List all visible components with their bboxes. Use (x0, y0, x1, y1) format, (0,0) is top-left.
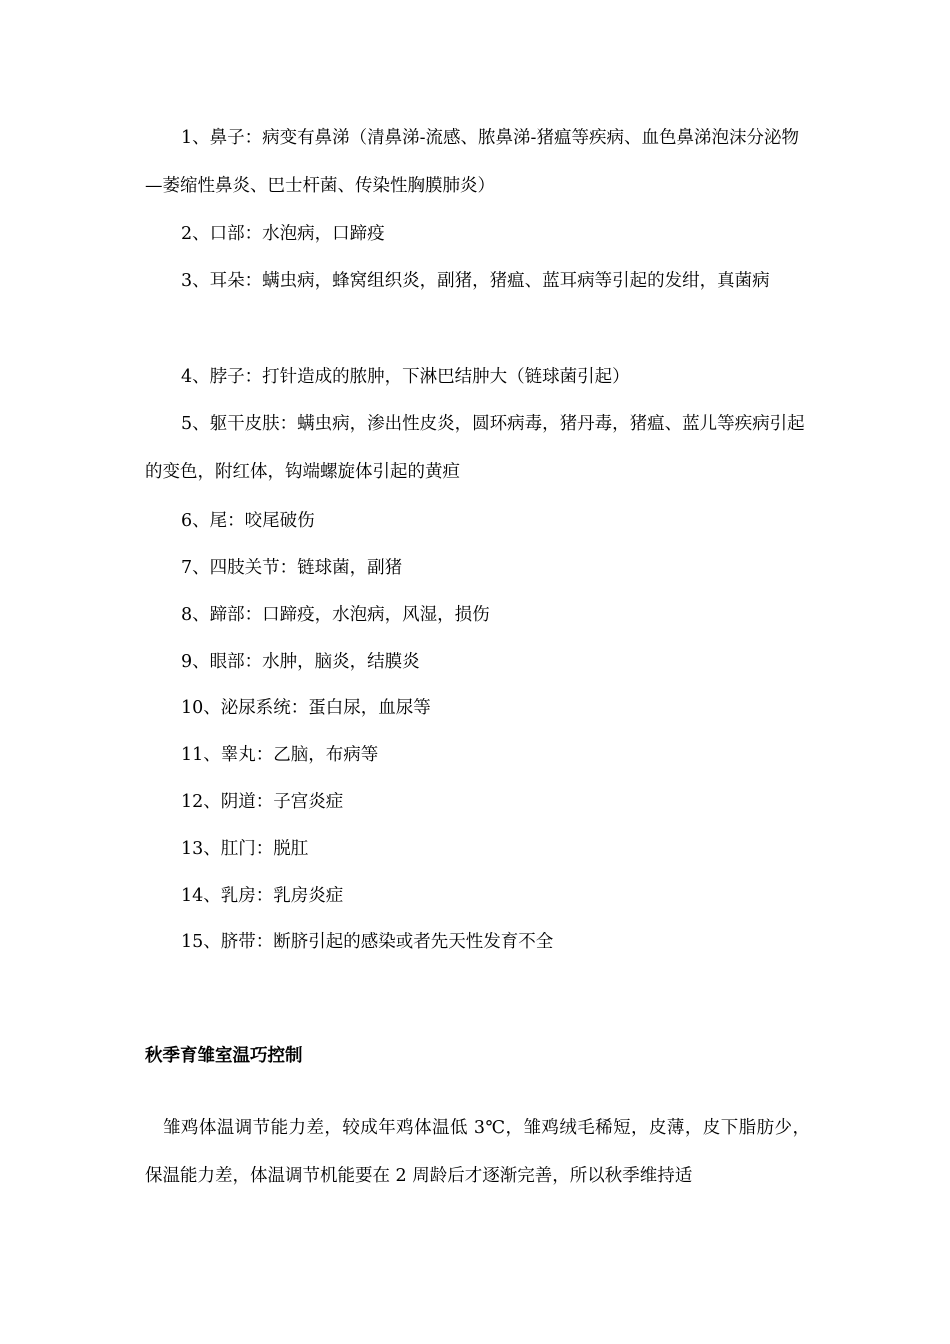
list-item-9-block (145, 638, 810, 686)
list-item-7-block (145, 544, 810, 592)
list-item: 4、脖子：打针造成的脓肿，下淋巴结肿大（链球菌引起） (181, 367, 630, 387)
list-item-11-block (145, 731, 810, 779)
list-item-15-block (145, 918, 810, 966)
list-item: 3、耳朵：螨虫病，蜂窝组织炎，副猪，猪瘟、蓝耳病等引起的发绀，真菌病 (181, 271, 770, 291)
list-item-13-block (145, 825, 810, 873)
list-item: 6、尾：咬尾破伤 (181, 511, 315, 531)
section-paragraph: 雏鸡体温调节能力差，较成年鸡体温低 3℃，雏鸡绒毛稀短，皮薄，皮下脂肪少，保温能力差，体温调节机能要在 2 周龄后才逐渐完善，所以秋季维持适 (145, 1118, 810, 1186)
list-item: 12、阴道：子宫炎症 (181, 792, 344, 812)
list-item: 14、乳房：乳房炎症 (181, 886, 344, 906)
list-item: 15、脐带：断脐引起的感染或者先天性发育不全 (181, 932, 554, 952)
list-item-4-block (145, 353, 810, 401)
list-item-14-block (145, 872, 810, 920)
list-item: 9、眼部：水肿，脑炎，结膜炎 (181, 652, 420, 672)
list-item: 10、泌尿系统：蛋白尿，血尿等 (181, 698, 431, 718)
list-item: 7、四肢关节：链球菌，副猪 (181, 558, 403, 578)
section-title: 秋季育雏室温巧控制 (145, 1046, 303, 1066)
list-item-3-block (145, 257, 810, 305)
list-item: 11、睾丸：乙脑，布病等 (181, 745, 379, 765)
list-item-6-block (145, 497, 810, 545)
list-item: 5、躯干皮肤：螨虫病，渗出性皮炎，圆环病毒，猪丹毒，猪瘟、蓝儿等疾病引起的变色，附红体，钩端螺旋体引起的黄疸 (145, 414, 805, 482)
list-item-8-block (145, 591, 810, 639)
list-item-2-block (145, 210, 810, 258)
list-item: 2、口部：水泡病，口蹄疫 (181, 224, 385, 244)
list-item-1-block (145, 114, 810, 210)
list-item: 13、肛门：脱肛 (181, 839, 309, 859)
list-item-5-block (145, 400, 810, 496)
list-item-10-block (145, 684, 810, 732)
list-item: 1、鼻子：病变有鼻涕（清鼻涕-流感、脓鼻涕-猪瘟等疾病、血色鼻涕泡沫分泌物—萎缩性鼻炎、巴士杆菌、传染性胸膜肺炎） (145, 128, 799, 196)
list-item: 8、蹄部：口蹄疫，水泡病，风湿，损伤 (181, 605, 490, 625)
list-item-12-block (145, 778, 810, 826)
